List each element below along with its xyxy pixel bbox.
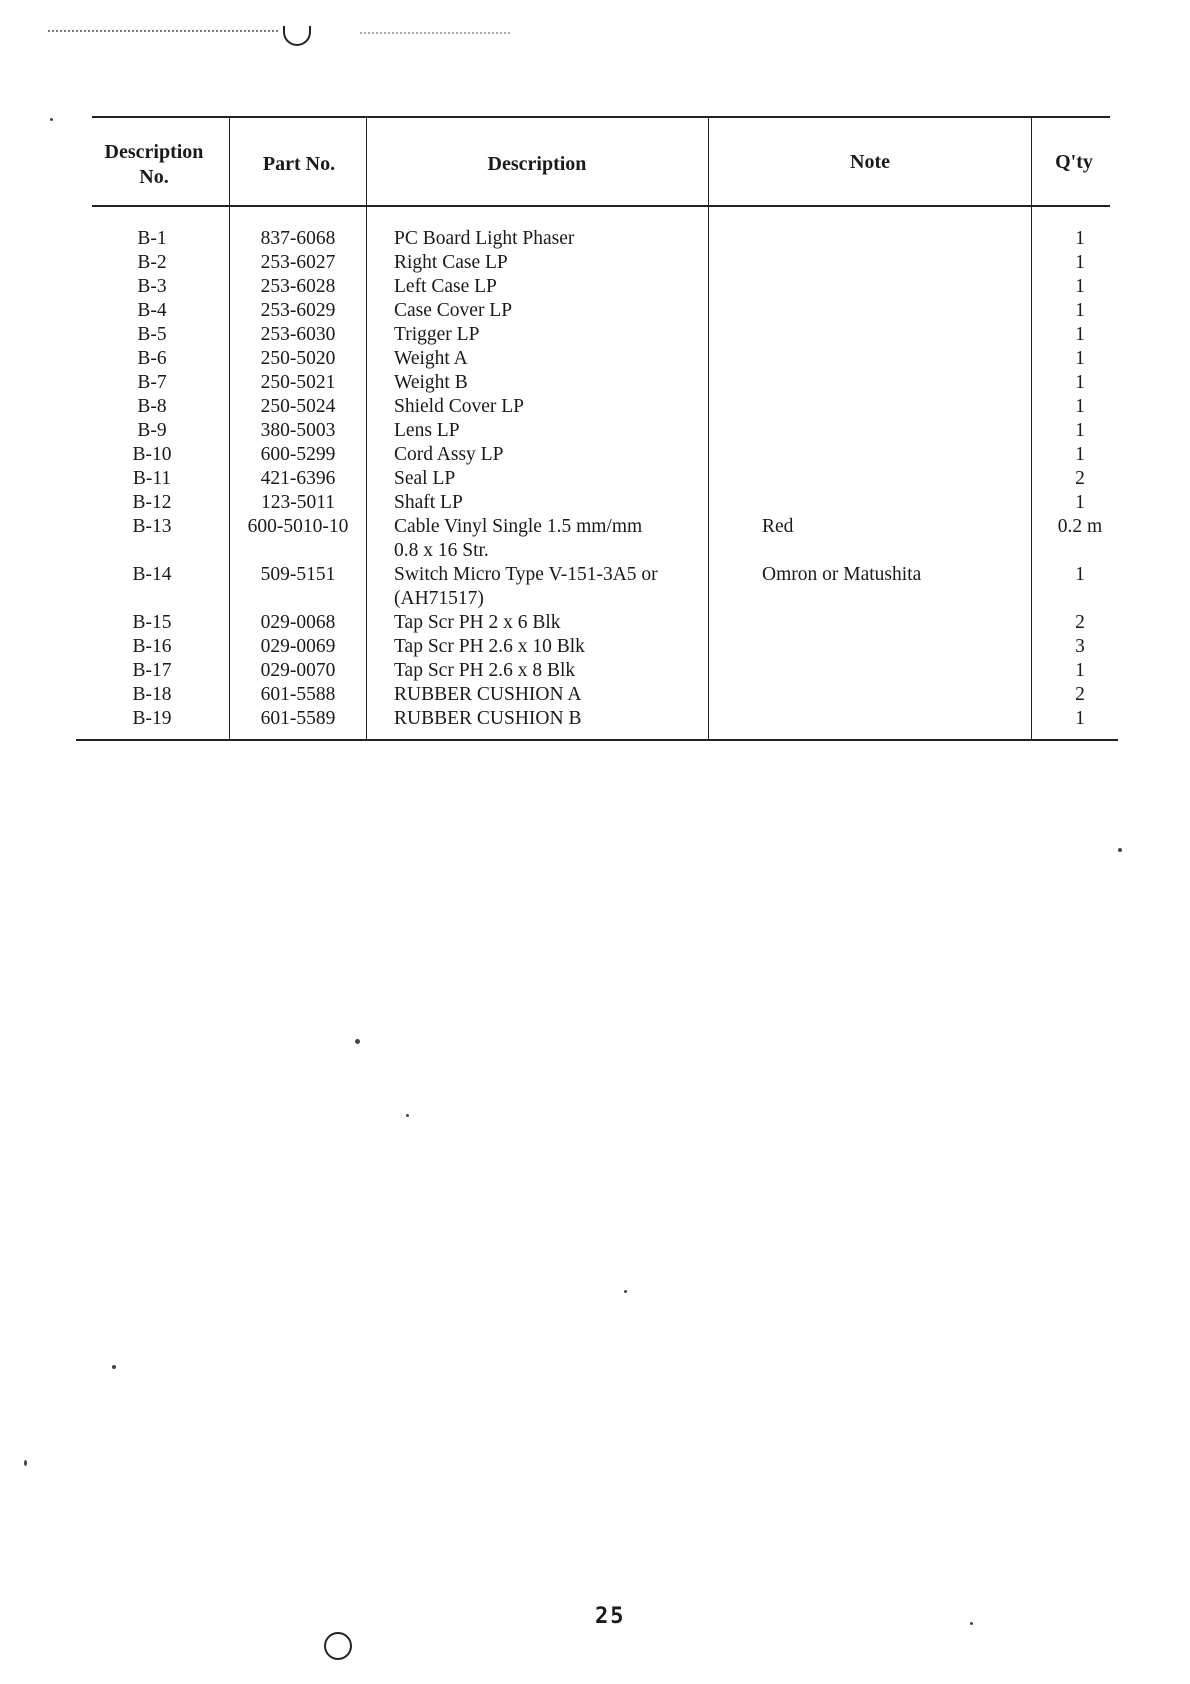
table-row — [0, 659, 1190, 683]
cell-description: Lens LP — [394, 420, 460, 441]
cell-description-no: B-13 — [132, 516, 172, 537]
cell-qty: 0.2 m — [1057, 516, 1103, 537]
cell-part-no: 600-5299 — [260, 444, 336, 465]
cell-description-no: B-4 — [137, 300, 167, 321]
cell-description-no: B-16 — [132, 636, 172, 657]
table-row — [0, 275, 1190, 299]
table-row — [0, 515, 1190, 563]
cell-qty: 1 — [1075, 348, 1085, 369]
cell-description-no: B-7 — [137, 372, 167, 393]
scan-speck — [50, 118, 53, 121]
table-top-rule — [92, 116, 1110, 118]
cell-qty: 1 — [1075, 300, 1085, 321]
page-number: 25 — [595, 1604, 626, 1629]
scan-speck — [970, 1622, 973, 1625]
table-row — [0, 347, 1190, 371]
cell-part-no: 029-0068 — [260, 612, 336, 633]
cell-description-no: B-6 — [137, 348, 167, 369]
cell-part-no: 250-5024 — [260, 396, 336, 417]
cell-description: Tap Scr PH 2.6 x 8 Blk — [394, 660, 576, 681]
cell-description: RUBBER CUSHION B — [394, 708, 582, 729]
cell-description-no: B-8 — [137, 396, 167, 417]
cell-part-no: 253-6029 — [260, 300, 336, 321]
cell-description-no: B-17 — [132, 660, 172, 681]
cell-description: Weight A — [394, 348, 468, 369]
cell-description: Shaft LP — [394, 492, 463, 513]
cell-qty: 1 — [1075, 396, 1085, 417]
cell-part-no: 250-5020 — [260, 348, 336, 369]
cell-part-no: 123-5011 — [260, 492, 336, 513]
cell-description-no: B-10 — [132, 444, 172, 465]
cell-description: Weight B — [394, 372, 468, 393]
table-row — [0, 467, 1190, 491]
cell-qty: 2 — [1075, 684, 1085, 705]
cell-description: RUBBER CUSHION A — [394, 684, 582, 705]
cell-part-no: 421-6396 — [260, 468, 336, 489]
cell-description: Cord Assy LP — [394, 444, 504, 465]
table-row — [0, 563, 1190, 611]
table-header-rule — [92, 205, 1110, 207]
cell-description — [394, 563, 714, 611]
cell-qty: 2 — [1075, 612, 1085, 633]
cell-part-no: 600-5010-10 — [247, 516, 349, 537]
cell-description: Tap Scr PH 2 x 6 Blk — [394, 612, 561, 633]
cell-description-no: B-11 — [132, 468, 172, 489]
cell-description: Left Case LP — [394, 276, 497, 297]
table-row — [0, 443, 1190, 467]
table-row — [0, 323, 1190, 347]
cell-qty: 3 — [1075, 636, 1085, 657]
scan-speck — [355, 1039, 360, 1044]
table-row — [0, 707, 1190, 731]
cell-part-no: 601-5589 — [260, 708, 336, 729]
cell-qty: 1 — [1075, 420, 1085, 441]
scan-speck — [624, 1290, 627, 1293]
table-row — [0, 683, 1190, 707]
cell-part-no: 509-5151 — [260, 564, 336, 585]
table-row — [0, 251, 1190, 275]
scan-speck — [24, 1460, 27, 1466]
cell-description-no: B-1 — [137, 228, 167, 249]
cell-part-no: 837-6068 — [260, 228, 336, 249]
table-row — [0, 611, 1190, 635]
cell-description: Tap Scr PH 2.6 x 10 Blk — [394, 636, 585, 657]
table-row — [0, 371, 1190, 395]
cell-part-no: 253-6030 — [260, 324, 336, 345]
cell-qty: 1 — [1075, 372, 1085, 393]
header-qty: Q'ty — [1055, 151, 1093, 173]
table-row — [0, 635, 1190, 659]
cell-description-no: B-19 — [132, 708, 172, 729]
table-row — [0, 395, 1190, 419]
table-row — [0, 299, 1190, 323]
cell-part-no: 253-6028 — [260, 276, 336, 297]
cell-description: Seal LP — [394, 468, 456, 489]
table-row — [0, 227, 1190, 251]
cell-qty: 1 — [1075, 564, 1085, 585]
cell-description-line2: 0.8 x 16 Str. — [394, 540, 489, 561]
punch-hole-bottom — [324, 1632, 352, 1660]
cell-part-no: 029-0069 — [260, 636, 336, 657]
cell-part-no: 250-5021 — [260, 372, 336, 393]
cell-qty: 1 — [1075, 444, 1085, 465]
cell-description-no: B-3 — [137, 276, 167, 297]
scan-speck — [1118, 848, 1122, 852]
table-row — [0, 491, 1190, 515]
cell-part-no: 601-5588 — [260, 684, 336, 705]
scan-noise — [360, 32, 510, 36]
header-description: Description — [487, 153, 587, 175]
cell-qty: 1 — [1075, 324, 1085, 345]
scan-noise — [48, 30, 278, 34]
cell-description: Trigger LP — [394, 324, 480, 345]
scan-speck — [406, 1114, 409, 1117]
cell-description: PC Board Light Phaser — [394, 228, 575, 249]
cell-part-no: 253-6027 — [260, 252, 336, 273]
cell-note: Omron or Matushita — [762, 564, 922, 585]
header-description-no: Description No. — [104, 141, 204, 188]
cell-qty: 1 — [1075, 276, 1085, 297]
cell-description-line2: (AH71517) — [394, 588, 484, 609]
scan-speck — [112, 1365, 116, 1369]
cell-description-no: B-2 — [137, 252, 167, 273]
cell-description — [394, 515, 714, 563]
cell-description: Right Case LP — [394, 252, 508, 273]
cell-qty: 1 — [1075, 660, 1085, 681]
table-bottom-rule — [76, 739, 1118, 741]
cell-qty: 1 — [1075, 492, 1085, 513]
header-part-no: Part No. — [262, 153, 336, 175]
cell-qty: 1 — [1075, 252, 1085, 273]
cell-description-no: B-5 — [137, 324, 167, 345]
cell-description-no: B-18 — [132, 684, 172, 705]
cell-description-no: B-12 — [132, 492, 172, 513]
cell-part-no: 380-5003 — [260, 420, 336, 441]
cell-description-no: B-14 — [132, 564, 172, 585]
cell-description-line1: Cable Vinyl Single 1.5 mm/mm — [394, 516, 643, 537]
punch-hole-top — [283, 26, 311, 46]
cell-description: Shield Cover LP — [394, 396, 524, 417]
cell-description-no: B-9 — [137, 420, 167, 441]
cell-part-no: 029-0070 — [260, 660, 336, 681]
cell-note: Red — [762, 516, 794, 537]
cell-description-no: B-15 — [132, 612, 172, 633]
cell-description: Case Cover LP — [394, 300, 513, 321]
table-row — [0, 419, 1190, 443]
cell-description-line1: Switch Micro Type V-151-3A5 or — [394, 564, 658, 585]
cell-qty: 1 — [1075, 228, 1085, 249]
cell-qty: 2 — [1075, 468, 1085, 489]
header-note: Note — [850, 151, 890, 173]
cell-qty: 1 — [1075, 708, 1085, 729]
